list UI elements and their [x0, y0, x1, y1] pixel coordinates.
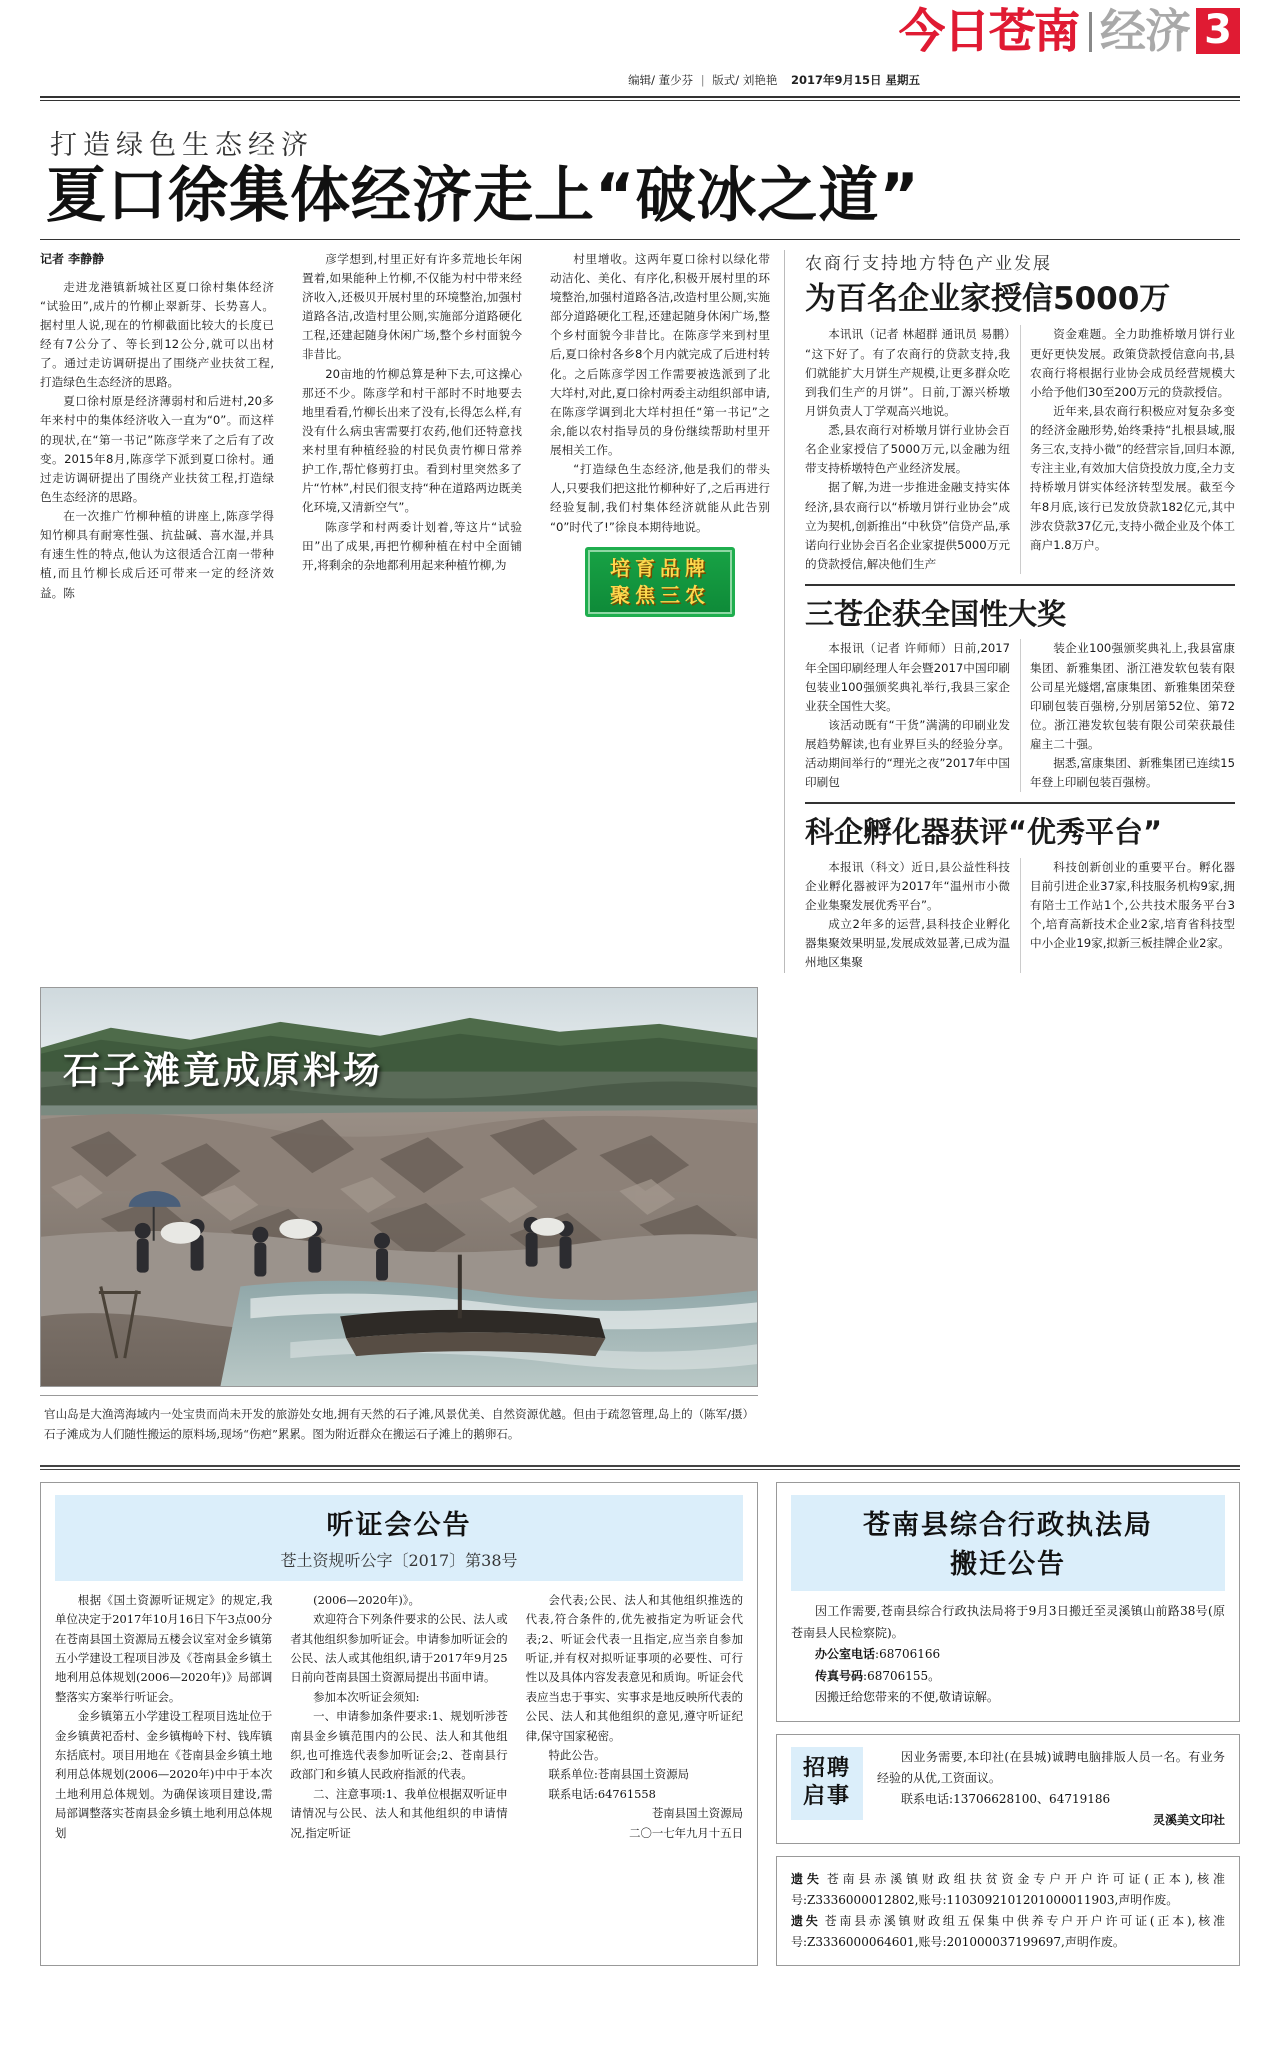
paragraph: 会代表;公民、法人和其他组织推选的代表,符合条件的,优先被指定为听证会代表;2、听证会代表一且指定,应当亲自参加听证,并有权对拟听证事项的必要性、可行性以及具体内容发表意见和质询。听证会代表应当忠于事实、实事求是地反映所代表的公民、法人和其他组织的意见,遵守听证纪律,保守国家秘密。 — [525, 1592, 743, 1743]
masthead-logo — [899, 4, 1240, 58]
paragraph: 特此公告。 — [548, 1748, 606, 1763]
paragraph: 据了解,为进一步推进金融支持实体经济,县农商行以“桥墩月饼行业协会”成立为契机,创新推出“中秋贷”信贷产品,承诺向行业协会百名企业家提供5000万元的贷款授信,解决他们生产 — [805, 480, 1010, 571]
layout-label: 版式/ 刘艳艳 — [712, 73, 778, 87]
lost-label: 遗失 — [791, 1871, 823, 1886]
lead-column-1 — [40, 250, 288, 973]
slogan-line-2: 聚焦三农 — [610, 582, 710, 607]
paragraph: 陈彦学和村两委计划着,等这片“试验田”出了成果,再把竹柳种植在村中全面铺开,将剩余的杂地都利用起来种植竹柳,为 — [302, 519, 522, 572]
article-headline: 科企孵化器获评“优秀平台” — [805, 815, 1163, 850]
article-body — [805, 639, 1235, 792]
slogan-badge — [585, 547, 735, 617]
fax-row: 传真号码:68706155。 — [815, 1668, 941, 1683]
right-notice-stack — [776, 1482, 1240, 1966]
notice-date: 二〇一七年九月十五日 — [629, 1825, 743, 1840]
masthead-divider — [1089, 12, 1092, 52]
masthead — [40, 0, 1240, 92]
photo-caption-text: 官山岛是大渔湾海域内一处宝贵而尚未开发的旅游处女地,拥有天然的石子滩,风景优美、自然资源优越。但由于疏忽管理,岛上的石子滩成为人们随性搬运的原料场,现场“伤疤”累累。图为附近群众在搬运石子滩上的鹅卵石。 — [44, 1406, 693, 1442]
notice-relocation — [776, 1482, 1240, 1722]
paragraph: 联系单位:苍南县国土资源局 — [548, 1767, 689, 1782]
paragraph: 欢迎符合下列条件要求的公民、法人或者其他组织参加听证会。申请参加听证会的公民、法人或其他组织,请于2017年9月25日前向苍南县国土资源局提出书面申请。 — [290, 1612, 508, 1685]
fax-label: 传真号码 — [815, 1668, 864, 1683]
hiring-tag-line-2: 启事 — [803, 1784, 852, 1810]
paragraph: 20亩地的竹柳总算是种下去,可这操心那还不少。陈彦学和村干部时不时地要去地里看看,竹柳长出来了没有,长得怎么样,有没有什么病虫害需要打农药,他们还特意找来村里有种植经验的村民负责竹柳日常养护工作,帮忙修剪打虫。看到村里突然多了片“竹林”,村民们很支持“种在道路两边既美化环境,又清新空气”。 — [302, 366, 522, 515]
photo-overlay-title: 石子滩竟成原料场 — [63, 1048, 383, 1092]
bottom-rule-thin — [40, 1469, 1240, 1470]
hiring-contact-row: 联系电话:13706628100、64719186 — [901, 1791, 1111, 1806]
article-divider — [805, 584, 1235, 586]
article-agricultural-bank — [805, 250, 1235, 574]
paragraph: 资金难题。全力助推桥墩月饼行业更好更快发展。政策贷款授信意向书,县农商行将根据行业协会成员经营规模大小给予他们30至200万元的贷款授信。 — [1030, 327, 1235, 399]
photo-credit: （陈军/摄） — [692, 1406, 754, 1421]
paper-title: 今日苍南 — [899, 4, 1079, 58]
hiring-contact-value: 13706628100、64719186 — [953, 1791, 1111, 1806]
hiring-contact-label: 联系电话 — [901, 1791, 950, 1806]
apology-text: 因搬迁给您带来的不便,敬请谅解。 — [815, 1690, 999, 1705]
lost-item — [791, 1911, 1225, 1953]
hiring-tag-line-1: 招聘 — [803, 1755, 852, 1781]
hiring-inner — [791, 1747, 1225, 1831]
paragraph: 该活动既有“干货”满满的印刷业发展趋势解读,也有业界巨头的经验分享。活动期间举行的“理光之夜”2017年中国印刷包 — [805, 717, 1010, 790]
notice-hiring — [776, 1734, 1240, 1844]
paragraph: 金乡镇第五小学建设工程项目选址位于金乡镇黄祀岙村、金乡镇梅岭下村、钱库镇东括底村。项目用地在《苍南县金乡镇土地利用总体规划(2006—2020年)中中于本次土地利用总体规划。为确保该项目建设,需局部调整落实苍南县金乡镇土地利用总体规划 — [55, 1709, 273, 1840]
notice-title-line-1: 苍南县综合行政执法局 — [863, 1509, 1153, 1541]
office-phone-value: 68706166 — [879, 1647, 941, 1662]
notice-body — [55, 1591, 743, 1843]
bottom-notices — [40, 1482, 1240, 1966]
news-photo — [40, 987, 758, 1387]
lead-column-2 — [288, 250, 536, 973]
notice-body — [791, 1601, 1225, 1709]
paragraph: 因工作需要,苍南县综合行政执法局将于9月3日搬迁至灵溪镇山前路38号(原苍南县人民检察院)。 — [791, 1603, 1225, 1640]
lead-rule — [40, 239, 1240, 240]
article-headline: 为百名企业家授信5000万 — [805, 280, 1171, 317]
office-phone-label: 办公室电话 — [815, 1647, 876, 1662]
byline-separator: | — [700, 73, 705, 87]
paragraph: 悉,县农商行对桥墩月饼行业协会百名企业家授信了5000万元,以金融为纽带支持桥墩特色产业经济发展。 — [805, 423, 1010, 476]
paragraph: 据悉,富康集团、新雅集团已连续15年登上印刷包装百强榜。 — [1030, 756, 1235, 790]
paragraph: 二、注意事项:1、我单位根据双听证申请情况与公民、法人和其他组织的申请情况,指定听证 — [290, 1786, 508, 1840]
lead-column-3 — [536, 250, 784, 973]
photo-block — [40, 987, 758, 1449]
page-title: 夏口徐集体经济走上“破冰之道” — [46, 161, 920, 231]
paragraph: 参加本次听证会须知: — [313, 1689, 420, 1704]
fax-value: 68706155。 — [867, 1668, 941, 1683]
lost-text: 苍南县赤溪镇财政组五保集中供养专户开户许可证(正本),核准号:Z3336000064601,账号:201000037199697,声明作废。 — [791, 1913, 1225, 1949]
paragraph: 走进龙港镇新城社区夏口徐村集体经济“试验田”,成片的竹柳止翠新芽、长势喜人。据村里人说,现在的竹柳截面比较大的长度已经有7公分了、等长到12公分,就可以出材了。通过走访调研提出了围绕产业扶贫工程,打造绿色生态经济的思路。 — [40, 279, 274, 390]
notice-banner — [55, 1495, 743, 1581]
article-headline: 三苍企获全国性大奖 — [805, 597, 1067, 632]
paragraph: 因业务需要,本印社(在县城)诚聘电脑排版人员一名。有业务经验的从优,工资面议。 — [877, 1749, 1225, 1785]
paragraph: 近年来,县农商行积极应对复杂多变的经济金融形势,始终秉持“扎根县域,服务三农,支持小微”的经营宗旨,回归本源,专注主业,有效加大信贷投放力度,全力支持桥墩月饼实体经济转型发展。截至今年8月底,该行已发放贷款182亿元,其中涉农贷款37亿元,支持小微企业及个体工商户1.8万户。 — [1030, 403, 1235, 552]
article-incubator — [805, 816, 1235, 972]
paragraph: 根据《国土资源听证规定》的规定,我单位决定于2017年10月16日下午3点00分在苍南县国土资源局五楼会议室对金乡镇第五小学建设工程项目涉及《苍南县金乡镇土地利用总体规划(2006—2020年)》局部调整落实方案举行听证会。 — [55, 1592, 273, 1704]
paragraph: 夏口徐村原是经济薄弱村和后进村,20多年来村中的集体经济收入一直为“0”。而这样的现状,在“第一书记”陈彦学来了之后有了改变。2015年8月,陈彦学下派到夏口徐村。通过走访调研提出了围绕产业扶贫工程,打造绿色生态经济的思路。 — [40, 394, 274, 504]
slogan-line-1: 培育品牌 — [610, 555, 710, 580]
masthead-byline — [628, 72, 920, 88]
masthead-rule-thick — [40, 96, 1240, 98]
hiring-tag — [791, 1747, 863, 1820]
masthead-rule-thin — [40, 100, 1240, 101]
notice-signature: 苍南县国土资源局 — [651, 1806, 743, 1821]
notice-doc-number: 苍土资规听公字〔2017〕第38号 — [280, 1550, 518, 1570]
notice-title: 听证会公告 — [326, 1509, 472, 1541]
paragraph: 装企业100强颁奖典礼上,我县富康集团、新雅集团、浙江港发软包装有限公司星光燧熠,富康集团、新雅集团荣登印刷包装百强榜,分别居第52位、第72位。浙江港发软包装有限公司荣获最佳雇主二十强。 — [1030, 641, 1235, 752]
page-number-badge: 3 — [1196, 8, 1240, 54]
notice-lost-items — [776, 1856, 1240, 1966]
main-columns — [40, 250, 1240, 973]
paragraph: 本讯讯（记者 林超群 通讯员 易鹏）“这下好了。有了农商行的贷款支持,我们就能扩大月饼生产规模,让更多群众吃到我们生产的月饼”。日前,丁源兴桥墩月饼负责人丁学观高兴地说。 — [805, 327, 1010, 418]
notice-title-line-2: 搬迁公告 — [950, 1548, 1066, 1580]
lead-kicker: 打造绿色生态经济 — [50, 130, 314, 161]
paragraph: 村里增收。这两年夏口徐村以绿化带动洁化、美化、有序化,积极开展村里的环境整治,加强村道路各洁,改造村里公厕,实施部分道路硬化工程,还建起随身休闲广场,整个乡村面貌今非昔比。在陈彦学来到村里后,夏口徐村各乡8个月内就完成了后进村转化。之后陈彦学因工作需要被选派到了北大垟村,对此,夏口徐村两委主动组织部申请,在陈彦学调到北大垟村担任“第一书记”之余,能以农村指导员的身份继续帮助村里开展相关工作。 — [550, 251, 770, 458]
editor-label: 编辑/ 董少芬 — [628, 73, 694, 87]
hiring-signature: 灵溪美文印社 — [1152, 1812, 1225, 1827]
article-body — [805, 858, 1235, 973]
paragraph: 在一次推广竹柳种植的讲座上,陈彦学得知竹柳具有耐寒性强、抗盐碱、喜水湿,并具有速生性的特点,他认为这很适合江南一带种植,而且竹柳长成后还可带来一定的经济效益。陈 — [40, 509, 274, 600]
article-kicker: 农商行支持地方特色产业发展 — [805, 253, 1052, 274]
office-phone-row: 办公室电话:68706166 — [815, 1647, 941, 1662]
photo-caption — [40, 1396, 758, 1449]
lost-text: 苍南县赤溪镇财政组扶贫资金专户开户许可证(正本),核准号:Z3336000012802,账号:1103092101201000011903,声明作废。 — [791, 1871, 1225, 1907]
paragraph: “打造绿色生态经济,他是我们的带头人,只要我们把这批竹柳种好了,之后再进行经验复制,我们村集体经济就能从此告别“0”时代了!”徐良本期待地说。 — [550, 462, 770, 534]
lead-reporter: 记者 李静静 — [40, 251, 105, 266]
paragraph: 本报讯（记者 许师师）日前,2017年全国印刷经理人年会暨2017中国印刷包装业100强颁奖典礼举行,我县三家企业获全国性大奖。 — [805, 641, 1010, 713]
article-national-award — [805, 598, 1235, 792]
sidebar-articles — [785, 250, 1235, 973]
publication-date: 2017年9月15日 星期五 — [790, 73, 920, 87]
notice-banner — [791, 1495, 1225, 1591]
paragraph: (2006—2020年)》。 — [313, 1592, 420, 1607]
article-body — [805, 325, 1235, 574]
paragraph: 彦学想到,村里正好有许多荒地长年闲置着,如果能种上竹柳,不仅能为村中带来经济收入,还极贝开展村里的环境整治,加强村道路各洁,改造村里公厕,实施部分道路硬化工程,还建起随身休闲广场,整个乡村面貌今非昔比。 — [302, 251, 522, 362]
paragraph: 本报讯（科文）近日,县公益性科技企业孵化器被评为2017年“温州市小微企业集聚发展优秀平台”。 — [805, 859, 1010, 913]
bottom-rule-thick — [40, 1465, 1240, 1467]
paragraph: 科技创新创业的重要平台。孵化器目前引进企业37家,科技服务机构9家,拥有陪士工作站1个,公共技术服务平台3个,培育高新技术企业2家,培育省科技型中小企业19家,拟新三板挂牌企业2家。 — [1030, 859, 1235, 951]
notice-hearing-announcement — [40, 1482, 758, 1966]
lost-items-body — [791, 1869, 1225, 1953]
lost-label: 遗失 — [791, 1913, 821, 1928]
lost-item — [791, 1869, 1225, 1911]
paragraph: 成立2年多的运营,县科技企业孵化器集聚效果明显,发展成效显著,已成为温州地区集聚 — [805, 917, 1010, 970]
paragraph: 联系电话:64761558 — [548, 1786, 656, 1801]
article-divider — [805, 802, 1235, 804]
hiring-body — [877, 1747, 1225, 1831]
paragraph: 一、申请参加条件要求:1、规划听涉苍南县金乡镇范围内的公民、法人和其他组织,也可推选代表参加听证会;2、苍南县行政部门和乡镇人民政府指派的代表。 — [290, 1709, 508, 1782]
section-name: 经济 — [1100, 4, 1190, 58]
